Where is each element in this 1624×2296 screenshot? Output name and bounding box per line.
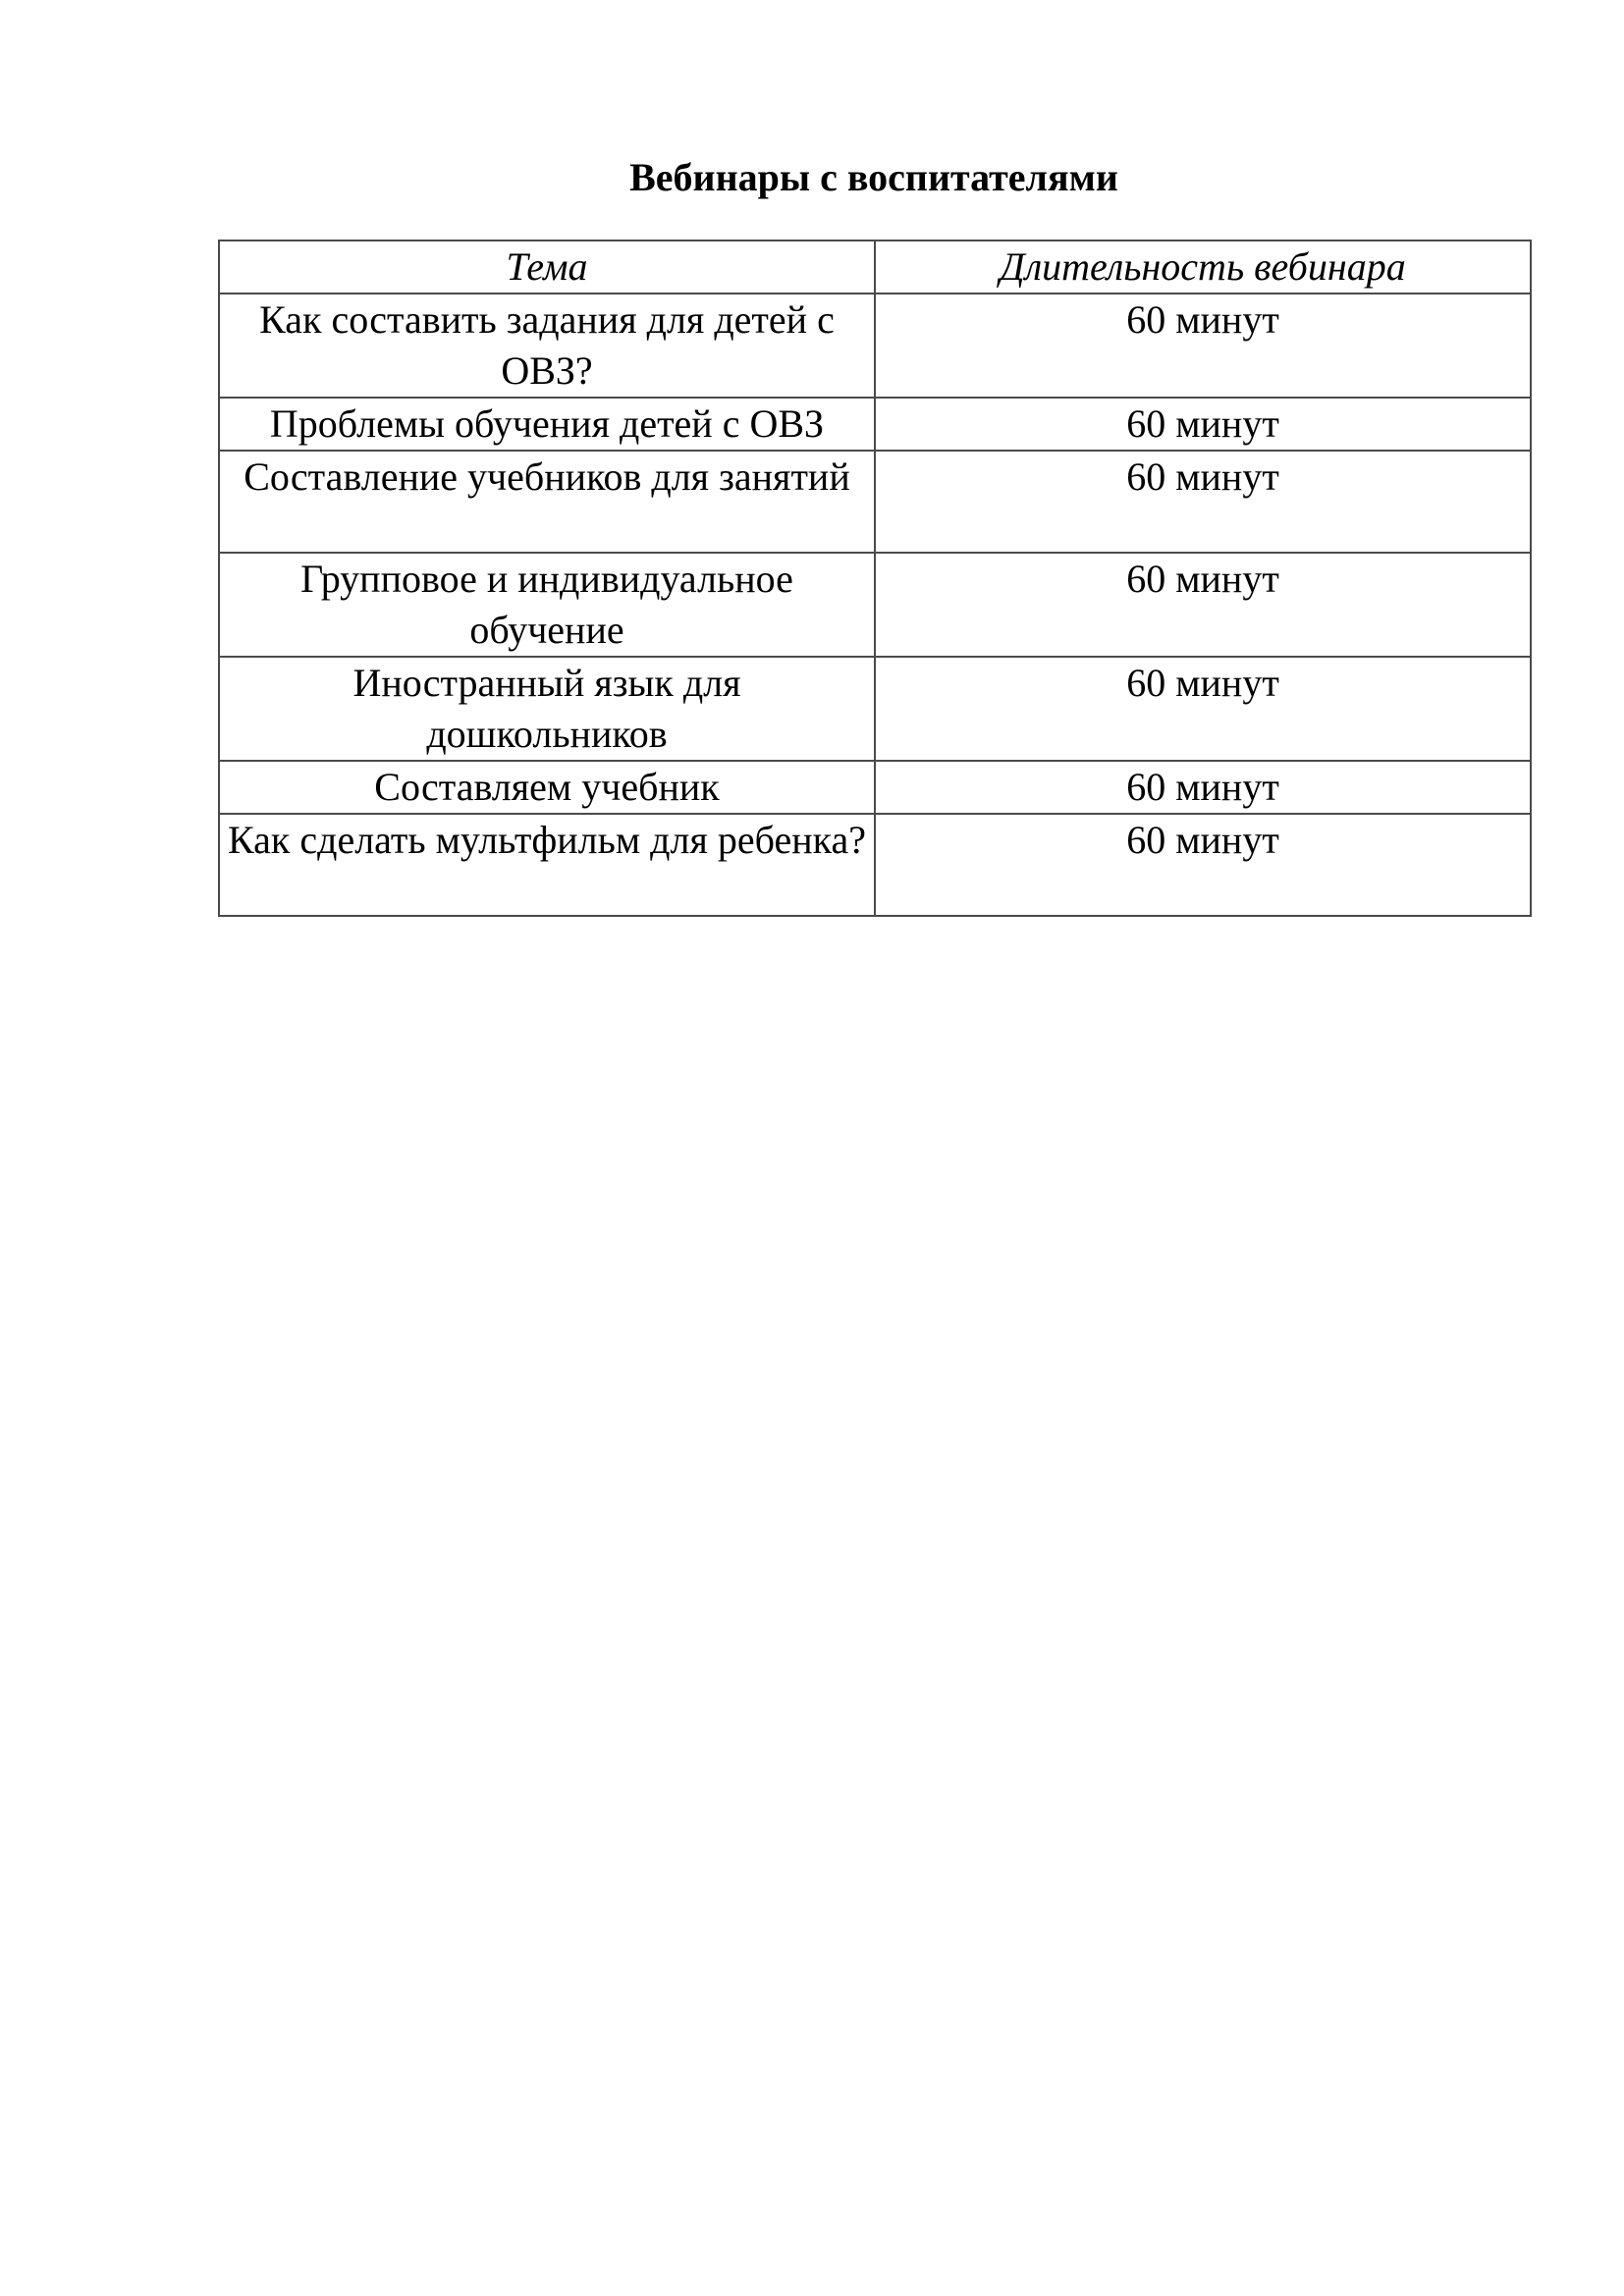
table-row (219, 657, 1531, 761)
duration-cell: 60 минут (875, 657, 1531, 761)
page-title: Вебинары с воспитателями (629, 155, 1118, 199)
webinar-table (218, 240, 1532, 917)
column-header-topic: Тема (219, 240, 875, 294)
topic-cell: Как сделать мультфильм для ребенка? (219, 814, 875, 916)
topic-cell: Проблемы обучения детей с ОВЗ (219, 398, 875, 451)
table-row (219, 761, 1531, 814)
topic-cell: Составление учебников для занятий (219, 451, 875, 553)
table-header-row (219, 240, 1531, 294)
duration-cell: 60 минут (875, 814, 1531, 916)
topic-cell: Иностранный язык для дошкольников (219, 657, 875, 761)
column-header-duration: Длительность вебинара (875, 240, 1531, 294)
duration-cell: 60 минут (875, 761, 1531, 814)
table-row (219, 553, 1531, 657)
topic-cell: Составляем учебник (219, 761, 875, 814)
table-row (219, 451, 1531, 553)
table-row (219, 814, 1531, 916)
duration-cell: 60 минут (875, 451, 1531, 553)
duration-cell: 60 минут (875, 398, 1531, 451)
duration-cell: 60 минут (875, 294, 1531, 398)
table-row (219, 294, 1531, 398)
topic-cell: Групповое и индивидуальное обучение (219, 553, 875, 657)
topic-cell: Как составить задания для детей с ОВЗ? (219, 294, 875, 398)
duration-cell: 60 минут (875, 553, 1531, 657)
table-row (219, 398, 1531, 451)
